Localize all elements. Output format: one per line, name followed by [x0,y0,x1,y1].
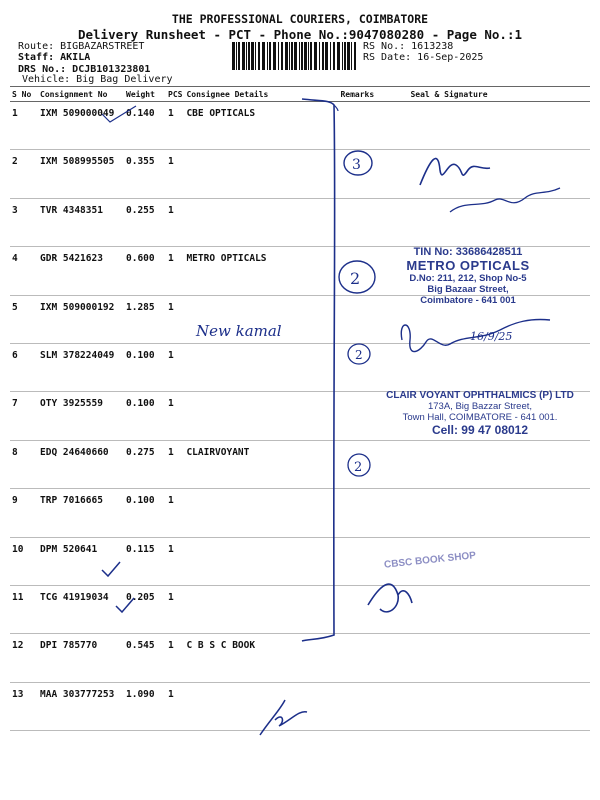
vehicle-label: Vehicle: Big Bag Delivery [22,74,173,85]
barcode-bar [242,42,245,70]
cell-pcs: 1 [166,102,184,150]
cell-pcs: 1 [166,343,184,391]
cell-consignee [184,392,338,440]
cell-consignment: OTY 3925559 [38,392,124,440]
stamp-metro-name: METRO OPTICALS [406,258,530,273]
cell-weight: 0.100 [124,343,166,391]
barcode-bar [289,42,290,70]
cell-seal [400,585,590,633]
cell-seal [400,102,590,150]
barcode-bar [278,42,279,70]
cell-consignee [184,682,338,730]
cell-consignee [184,198,338,246]
table-row [10,343,590,391]
cell-sno: 1 [10,102,38,150]
col-seal: Seal & Signature [400,87,590,102]
cell-sno: 10 [10,537,38,585]
cell-remarks [338,682,400,730]
rs-number: RS No.: 1613238 [363,41,454,52]
cell-seal [400,440,590,488]
runsheet-subtitle: Delivery Runsheet - PCT - Phone No.:9047080280 - Page No.:1 [77,27,522,42]
table-header-row [10,87,590,102]
stamp-tin: TIN No: 33686428511 [413,246,523,258]
cell-remarks [338,343,400,391]
table-row [10,150,590,198]
stamp-clair-addr1: 173A, Big Bazzar Street, [427,401,533,412]
barcode-bar [330,42,331,70]
stamp-metro-addr2: Big Bazaar Street, [427,284,509,295]
barcode-bar [238,42,240,70]
barcode-bar [299,42,300,70]
handwritten-date: 16/9/25 [470,330,513,343]
barcode-bar [269,42,271,70]
cell-sno: 13 [10,682,38,730]
col-remarks: Remarks [338,87,400,102]
barcode-bar [281,42,283,70]
cell-weight: 0.255 [124,198,166,246]
cell-sno: 12 [10,634,38,682]
cell-consignment: MAA 303777253 [38,682,124,730]
cell-weight: 0.205 [124,585,166,633]
cell-consignment: GDR 5421623 [38,247,124,295]
cell-remarks [338,150,400,198]
barcode-bar [319,42,320,70]
table-row [10,102,590,150]
cell-weight: 0.140 [124,102,166,150]
rs-date: RS Date: 16-Sep-2025 [363,52,484,63]
barcode-bar [246,42,247,70]
table-row [10,489,590,537]
cell-consignment: IXM 509000192 [38,295,124,343]
col-pcs: PCS [166,87,184,102]
barcode-bar [291,42,293,70]
barcode-bar [314,42,317,70]
barcode [232,42,358,70]
cell-sno: 9 [10,489,38,537]
cell-consignee: METRO OPTICALS [184,247,338,295]
handwritten-new-kamal: New kamal [196,322,282,340]
cell-weight: 0.545 [124,634,166,682]
barcode-bar [255,42,256,70]
svg-text:2: 2 [355,348,363,362]
stamp-metro-addr1: D.No: 211, 212, Shop No-5 [409,273,527,284]
barcode-bar [347,42,350,70]
svg-text:2: 2 [354,460,363,475]
table-row [10,634,590,682]
cell-consignment: DPI 785770 [38,634,124,682]
cell-weight: 0.355 [124,150,166,198]
cell-consignment: TVR 4348351 [38,198,124,246]
barcode-bar [258,42,260,70]
cell-consignee [184,489,338,537]
barcode-bar [325,42,328,70]
cell-consignment: SLM 378224049 [38,343,124,391]
barcode-bar [294,42,297,70]
table-row [10,440,590,488]
barcode-bar [310,42,312,70]
cell-pcs: 1 [166,489,184,537]
cell-sno: 2 [10,150,38,198]
barcode-bar [342,42,343,70]
cell-weight: 0.100 [124,489,166,537]
cell-seal [400,682,590,730]
cell-remarks [338,634,400,682]
cell-seal [400,150,590,198]
cell-sno: 6 [10,343,38,391]
cell-consignment: EDQ 24640660 [38,440,124,488]
table-row [10,537,590,585]
cell-pcs: 1 [166,634,184,682]
cell-weight: 0.100 [124,392,166,440]
barcode-bar [304,42,307,70]
barcode-bar [344,42,346,70]
cell-remarks [338,102,400,150]
stamp-clair-name: CLAIR VOYANT OPHTHALMICS (P) LTD [386,390,574,401]
barcode-bar [232,42,235,70]
cell-consignment: TCG 41919034 [38,585,124,633]
barcode-bar [251,42,254,70]
cell-pcs: 1 [166,247,184,295]
cell-weight: 0.600 [124,247,166,295]
cell-consignee: CLAIRVOYANT [184,440,338,488]
cell-weight: 1.285 [124,295,166,343]
cell-weight: 0.275 [124,440,166,488]
col-consignment: Consignment No [38,87,124,102]
staff-label: Staff: AKILA [18,52,91,63]
cell-pcs: 1 [166,440,184,488]
cell-pcs: 1 [166,295,184,343]
barcode-bar [248,42,250,70]
cell-seal [400,343,590,391]
col-weight: Weight [124,87,166,102]
route-label: Route: BIGBAZARSTREET [18,41,145,52]
cell-consignment: IXM 509000049 [38,102,124,150]
cell-consignment: IXM 508995505 [38,150,124,198]
cell-seal [400,198,590,246]
barcode-bar [285,42,288,70]
cell-consignee: C B S C BOOK [184,634,338,682]
cell-consignment: TRP 7016665 [38,489,124,537]
stamp-clair-addr2: Town Hall, COIMBATORE - 641 001. [402,412,558,423]
cell-sno: 5 [10,295,38,343]
cell-seal [400,489,590,537]
barcode-bar [354,42,356,70]
cell-consignee [184,343,338,391]
barcode-bar [351,42,352,70]
barcode-bar [236,42,237,70]
cell-remarks [338,198,400,246]
cell-consignee [184,150,338,198]
cell-consignee [184,585,338,633]
cell-consignee: CBE OPTICALS [184,102,338,150]
barcode-bar [322,42,324,70]
barcode-bar [262,42,265,70]
table-row [10,585,590,633]
cell-sno: 7 [10,392,38,440]
cell-weight: 0.115 [124,537,166,585]
drs-label: DRS No.: DCJB101323801 [18,64,151,75]
cell-consignee [184,537,338,585]
cell-pcs: 1 [166,537,184,585]
cell-remarks [338,489,400,537]
cell-consignment: DPM 520641 [38,537,124,585]
cell-sno: 11 [10,585,38,633]
stamp-clair-cell: Cell: 99 47 08012 [431,423,529,437]
cell-pcs: 1 [166,682,184,730]
cell-sno: 8 [10,440,38,488]
svg-text:2: 2 [350,269,361,288]
cell-sno: 3 [10,198,38,246]
clairvoyant-stamp [380,390,580,437]
barcode-bar [267,42,268,70]
cell-seal [400,634,590,682]
svg-text:3: 3 [352,157,361,173]
company-title: THE PROFESSIONAL COURIERS, COIMBATORE [171,12,429,26]
barcode-bar [333,42,335,70]
barcode-bar [308,42,309,70]
metro-opticals-stamp [388,246,548,306]
cell-pcs: 1 [166,392,184,440]
barcode-bar [337,42,340,70]
cbsc-stamp: CBSC BOOK SHOP [383,550,477,571]
cell-remarks [338,585,400,633]
col-consignee: Consignee Details [184,87,338,102]
table-row [10,682,590,730]
barcode-bar [301,42,303,70]
cell-sno: 4 [10,247,38,295]
col-sno: S No [10,87,38,102]
cell-pcs: 1 [166,198,184,246]
cell-pcs: 1 [166,150,184,198]
cell-weight: 1.090 [124,682,166,730]
cell-pcs: 1 [166,585,184,633]
table-row [10,198,590,246]
stamp-metro-addr3: Coimbatore - 641 001 [420,295,516,306]
cell-remarks [338,440,400,488]
barcode-bar [273,42,276,70]
